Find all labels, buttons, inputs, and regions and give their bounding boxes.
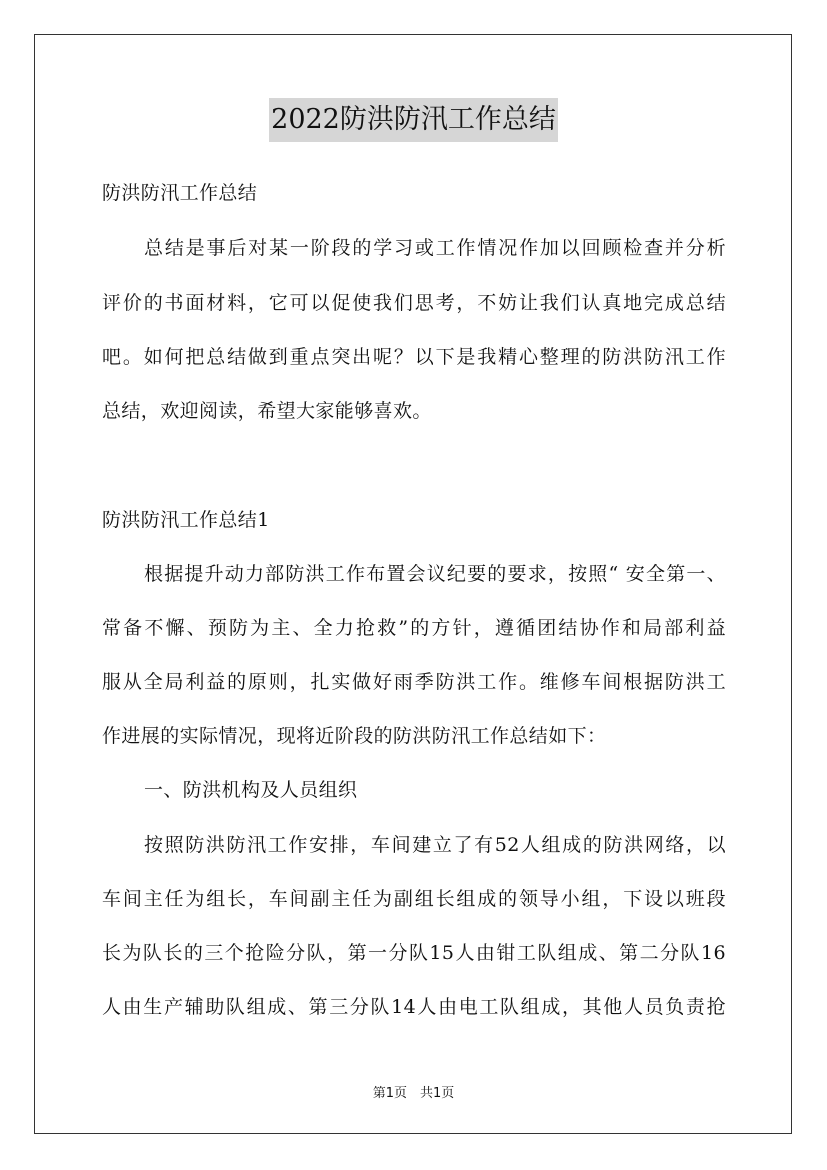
paragraph-line: 常备不懈、预防为主、全力抢救”的方针，遵循团结协作和局部利益 xyxy=(102,617,726,639)
title-container xyxy=(0,98,827,142)
section-title: 防洪防汛工作总结1 xyxy=(102,509,270,531)
paragraph-line: 根据提升动力部防洪工作布置会议纪要的要求，按照“ 安全第一、 xyxy=(144,563,726,585)
subtitle: 防洪防汛工作总结 xyxy=(102,182,258,204)
intro-line: 吧。如何把总结做到重点突出呢？以下是我精心整理的防洪防汛工作 xyxy=(102,346,726,368)
page-number: 第1页 共1页 xyxy=(372,1086,455,1101)
heading-one: 一、防洪机构及人员组织 xyxy=(144,779,358,801)
paragraph-line: 人由生产辅助队组成、第三分队14人由电工队组成，其他人员负责抢 xyxy=(102,996,726,1018)
paragraph-line: 车间主任为组长，车间副主任为副组长组成的领导小组，下设以班段 xyxy=(102,888,726,910)
paragraph-line: 服从全局利益的原则，扎实做好雨季防洪工作。维修车间根据防洪工 xyxy=(102,671,726,693)
document-title: 2022防洪防汛工作总结 xyxy=(269,98,558,142)
intro-line: 总结是事后对某一阶段的学习或工作情况作加以回顾检查并分析 xyxy=(144,237,726,259)
intro-line: 评价的书面材料，它可以促使我们思考，不妨让我们认真地完成总结 xyxy=(102,292,726,314)
paragraph-line: 按照防洪防汛工作安排，车间建立了有52人组成的防洪网络，以 xyxy=(144,834,726,856)
paragraph-line: 长为队长的三个抢险分队，第一分队15人由钳工队组成、第二分队16 xyxy=(102,942,726,964)
intro-line: 总结，欢迎阅读，希望大家能够喜欢。 xyxy=(102,400,432,422)
paragraph-line: 作进展的实际情况，现将近阶段的防洪防汛工作总结如下： xyxy=(102,725,607,747)
